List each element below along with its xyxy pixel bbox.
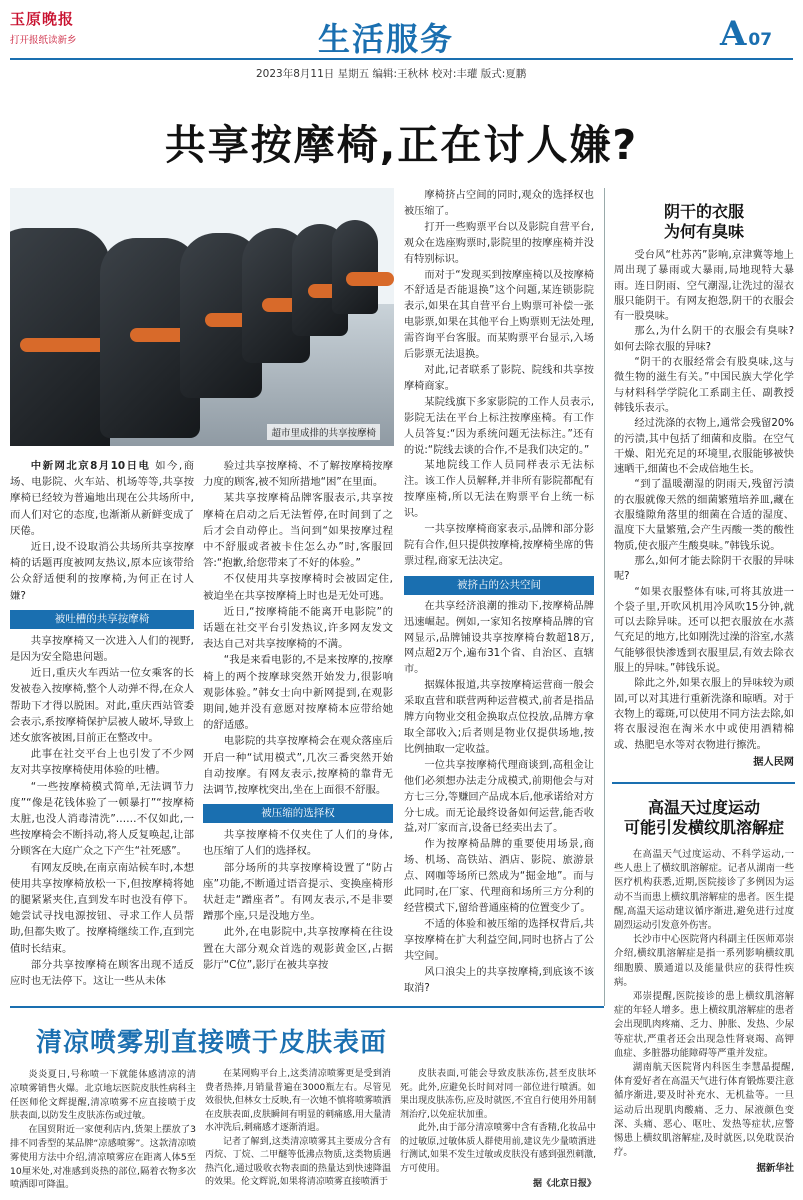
- article-paragraph: 共享按摩椅又一次进入人们的视野,是因为安全隐患问题。: [10, 634, 194, 664]
- article-paragraph: “如果衣服整体有味,可将其放进一个袋子里,开吹风机用冷风吹15分钟,就可以去除异味。还可以把衣服放在水蒸气充足的地方,比如刚洗过澡的浴室,水蒸气能够很快渗透到衣服里层,有效去除衣服上的异味。”韩钱乐说。: [614, 586, 794, 675]
- article-paragraph: 某共享按摩椅品牌客服表示,共享按摩椅在启动之后无法暂停,在时间到了之后才会自动停止。当问到“如果按摩过程中不舒服或者被卡住怎么办”时,客服回答:“抱歉,给您带来了不好的体验。”: [203, 492, 393, 570]
- article-paragraph: “我是来看电影的,不是来按摩的,按摩椅上的两个按摩球突然开始发力,很影响观影体验。”韩女士向中新网提到,在观影期间,她并没有意愿对按摩椅本应带给她的舒适感。: [203, 654, 393, 732]
- side-article-1-body: [614, 248, 794, 770]
- side-article-1-title: [614, 202, 794, 242]
- article-paragraph: 邓崇提醒,医院接诊的患上横纹肌溶解症的年轻人增多。患上横纹肌溶解症的患者会出现肌肉疼痛、乏力、肿胀、发热、少尿等症状,严重者还会出现急性肾衰竭、高钾血症、多脏器功能障碍等严重并发症。: [614, 991, 794, 1059]
- article-source: 据新华社: [756, 1163, 794, 1175]
- page-number: [720, 14, 772, 54]
- article-paragraph: 部分共享按摩椅在顾客出现不适反应时也无法停下。这让一些从未体: [10, 958, 194, 988]
- logo-slogan: 打开报纸读新乡: [10, 35, 77, 46]
- subsection-heading: 被挤占的公共空间: [404, 576, 594, 595]
- article-column-3: [404, 188, 594, 996]
- article-paragraph: 皮肤表面,可能会导致皮肤冻伤,甚至皮肤坏死。此外,应避免长时间对同一部位进行喷洒。如果出现皮肤冻伤,应及时就医,不宜自行使用外用制剂治疗,以免症状加重。: [400, 1069, 596, 1120]
- article-paragraph: “阴干的衣服经常会有股臭味,这与微生物的滋生有关。”中国民族大学化学与材料科学学院化工系副主任、副教授韩钱乐表示。: [614, 357, 794, 414]
- issue-meta: 2023年8月11日 星期五 编辑:王秋林 校对:丰瓘 版式:夏鹏: [256, 68, 527, 80]
- article-paragraph: 除此之外,如果衣服上的异味较为顽固,可以对其进行重新洗涤和晾晒。对于衣物上的霉斑,可以使用不同方法去除,如将衣服浸泡在淘米水中或使用酒精棉或、热肥皂水等对衣物进行擦洗。: [614, 678, 794, 751]
- logo-text: 玉原晚报: [10, 10, 75, 28]
- side-divider: [612, 782, 795, 784]
- article-paragraph: 受台风“杜苏芮”影响,京津冀等地上周出现了暴雨或大暴雨,局地现特大暴雨。连日阴雨、空气潮湿,让洗过的湿衣服只能阴干。有网友抱怨,阴干的衣服会有一股臭味。: [614, 250, 794, 323]
- side-article-2-title: [614, 798, 794, 838]
- massage-chairs-photo: [10, 188, 394, 446]
- article-paragraph: 那么,为什么阴干的衣服会有臭味?如何去除衣服的异味?: [614, 326, 794, 353]
- page-letter: A: [720, 14, 747, 54]
- article-paragraph: 近日,“按摩椅能不能离开电影院”的话题在社交平台引发热议,许多网友发文表达自己对共享按摩椅的不满。: [203, 605, 393, 651]
- photo-caption: 超市里成排的共享按摩椅: [267, 424, 380, 440]
- article-paragraph: 记者了解到,这类清凉喷雾其主要成分含有丙烷、丁烷、二甲醚等低沸点物质,这类物质遇热汽化,通过吸收衣物表面的热量达到快速降温的效果。伦文辉说,如果将清凉喷雾直接喷洒于: [205, 1136, 391, 1187]
- article-source: 据《北京日报》: [532, 1179, 596, 1189]
- article-paragraph: 长沙市中心医院肾内科副主任医师邓崇介绍,横纹肌溶解症是指一系列影响横纹肌细胞膜、膜通道以及能量供应的获得性疾病。: [614, 934, 794, 988]
- dateline: 中新网北京8月10日电: [30, 460, 151, 472]
- article-paragraph: 摩椅挤占空间的同时,观众的选择权也被压缩了。: [404, 190, 594, 217]
- column-divider: [604, 188, 605, 1006]
- article-paragraph: 部分场所的共享按摩椅设置了“防占座”功能,不断通过语音提示、变换座椅形状赶走“蹭座者”。有网友表示,不是非要蹭那个座,只是没地方坐。: [203, 861, 393, 923]
- article-paragraph: 在国贸附近一家便利店内,货架上摆放了3排不同香型的某品牌“凉感喷雾”。这款清凉喷雾使用方法中介绍,清凉喷雾应在距离人体5至10厘米处,对准感到炎热的部位,隔着衣物多次喷洒即可降温。: [10, 1124, 196, 1191]
- article-paragraph: 那么,如何才能去除阴干衣服的异味呢?: [614, 555, 794, 583]
- bottom-column-3: [400, 1068, 596, 1192]
- article-paragraph: 一位共享按摩椅代理商谈到,高租金让他们必须想办法走分成模式,前期他会与对方七三分,等赚回产品成本后,他承诺给对方分七成。而无论最终设备如何运营,能否收益,对厂家而言,设备已经卖出去了。: [404, 759, 594, 835]
- article-paragraph: 不仅使用共享按摩椅时会被固定住,被迫坐在共享按摩椅上时也是无处可逃。: [203, 573, 393, 602]
- article-paragraph: 此事在社交平台上也引发了不少网友对共享按摩椅使用体验的吐槽。: [10, 748, 194, 777]
- article-paragraph: 某地院线工作人员同样表示无法标注。该工作人员解释,并非所有影院都配有按摩座椅,所以无法在购票平台上统一标识。: [404, 460, 594, 520]
- article-paragraph: 湖南航天医院肾内科医生李慧晶提醒,体育爱好者在高温天气进行体育锻炼要注意循序渐进,要及时补充水、无机盐等。一旦运动后出现肌肉酸痛、乏力、尿液颜色变深、头痛、恶心、呕吐、发热等症状,应警惕患上横纹肌溶解症,及时就医,以免耽误治疗。: [614, 1062, 794, 1159]
- header-rule: [10, 58, 793, 60]
- newspaper-logo: [10, 8, 110, 48]
- subsection-heading: 被吐槽的共享按摩椅: [10, 610, 194, 629]
- side2-title-line2: 可能引发横纹肌溶解症: [623, 818, 784, 837]
- bottom-column-1: [10, 1068, 196, 1192]
- side1-title-line1: 阴干的衣服: [663, 202, 744, 221]
- article-paragraph: 近日,设不设取消公共场所共享按摩椅的话题再度被网友热议,原本应该带给公众舒适便利的按摩椅,为何正在讨人嫌?: [10, 541, 194, 602]
- article-source: 据人民网: [753, 756, 794, 768]
- article-paragraph: 此外,由于部分清凉喷雾中含有香精,化妆品中的过敏原,过敏体质人群使用前,建议先少量喷洒进行测试,如果不发生过敏或皮肤没有感到强烈刺激,方可使用。: [400, 1123, 596, 1174]
- article-paragraph: 炎炎夏日,号称喷一下就能体感清凉的清凉喷雾销售火爆。北京地坛医院皮肤性病科主任医师伦文辉提醒,清凉喷雾不应直接喷于皮肤表面,以防发生皮肤冻伤或过敏。: [10, 1069, 196, 1122]
- article-paragraph: 此外,在电影院中,共享按摩椅在往设置在大部分观众首选的观影黄金区,占据影厅“C位”,影厅在被共享按: [203, 926, 393, 971]
- dateline-text: 如今,商场、电影院、火车站、机场等等,共享按摩椅已经较为普遍地出现在公共场所中,而人们对它的态度,也渐渐从新鲜变成了厌倦。: [10, 460, 194, 537]
- side-article-2-body: [614, 848, 794, 1177]
- article-paragraph: “到了温暖潮湿的阴雨天,残留污渍的衣服就像天然的细菌繁殖培养皿,藏在衣服缝隙角落里的细菌在合适的湿度、温度下大量繁殖,会产生丙酸一类的酸性物质,使衣服产生酸臭味。”韩钱乐说。: [614, 479, 794, 552]
- bottom-divider: [10, 1006, 604, 1008]
- article-paragraph: 验过共享按摩椅、不了解按摩椅按摩力度的顾客,被不知所措地“困”在里面。: [203, 460, 393, 489]
- article-paragraph: 有网友反映,在南京南站候车时,本想使用共享按摩椅放松一下,但按摩椅将她的腿紧紧夹住,直到发车时也没有停下。她尝试寻找电源按钮、寻求工作人员帮助,但都失败了。按摩椅继续工作,直到完值时长结束。: [10, 861, 194, 955]
- article-paragraph: 作为按摩椅品牌的重要使用场景,商场、机场、高铁站、酒店、影院、旅游景点、网咖等场所已然成为“掘金地”。而与此同时,在厂家、代理商和场所三方分利的经营模式下,留给普通座椅的位置变少了。: [404, 839, 594, 914]
- section-title: 生活服务: [318, 20, 455, 58]
- article-paragraph: 电影院的共享按摩椅会在观众落座后开启一种“试用模式”,几次三番突然开始自动按摩。有网友表示,按摩椅的靠背无法调节,按摩枕突出,坐在上面很不舒服。: [203, 735, 393, 797]
- article-paragraph: 不适的体验和被压缩的选择权背后,共享按摩椅在扩大利益空间,同时也挤占了公共空间。: [404, 918, 594, 962]
- page-num: 07: [748, 30, 773, 50]
- article-paragraph: 一共享按摩椅商家表示,品牌和部分影院有合作,但只提供按摩椅,按摩椅坐席的售票过程,商家无法决定。: [404, 524, 594, 567]
- bottom-headline: 清凉喷雾别直接喷于皮肤表面: [36, 1028, 388, 1058]
- article-paragraph: 在共享经济浪潮的推动下,按摩椅品牌迅速崛起。例如,一家知名按摩椅品牌的官网显示,品牌铺设共享按摩椅台数超18万,网点超2万个,遍布31个省、自治区、直辖市。: [404, 600, 594, 676]
- article-paragraph: 经过洗涤的衣物上,通常会残留20%的污渍,其中包括了细菌和皮脂。在空气干燥、阳光充足的环境里,衣服能够被快速晒干,细菌也不会成倍地生长。: [614, 418, 794, 476]
- article-paragraph: [10, 458, 194, 539]
- article-paragraph: 而对于“发现买到按摩座椅以及按摩椅不舒适是否能退换”这个问题,某连锁影院表示,如果在其自营平台上购票可补偿一张电影票,如果在其他平台上购票则无法处理,需咨询平台客服。而某购票平台显示,入场后影票无法退换。: [404, 269, 594, 361]
- subsection-heading: 被压缩的选择权: [203, 804, 393, 823]
- side2-title-line1: 高温天过度运动: [647, 798, 760, 817]
- bottom-column-2: [205, 1068, 391, 1190]
- article-column-2: [203, 458, 393, 973]
- article-paragraph: 在某网购平台上,这类清凉喷雾更是受到消费者热捧,月销量普遍在3000瓶左右。尽管见效很快,但林女士反映,有一次她不慎将喷雾喷洒在皮肤表面,皮肤瞬间有明显的刺痛感,用大量清水冲洗后,刺痛感才逐渐消退。: [205, 1069, 391, 1133]
- article-paragraph: 近日,重庆火车西站一位女乘客的长发被卷入按摩椅,整个人动弹不得,在众人帮助下才得以脱困。对此,重庆西站管委会表示,系按摩椅保护层被人破坏,导致上述女旅客被困,目前正在整改中。: [10, 667, 194, 745]
- article-paragraph: 对此,记者联系了影院、院线和共享按摩椅商家。: [404, 364, 594, 392]
- article-column-1: [10, 458, 194, 989]
- article-paragraph: 某院线旗下多家影院的工作人员表示,影院无法在平台上标注按摩座椅。有工作人员答复:“因为系统问题无法标注。”还有的说:“院线去谈的合作,不是我们决定的。”: [404, 396, 594, 456]
- article-paragraph: 在高温天气过度运动、不科学运动,一些人患上了横纹肌溶解症。记者从湖南一些医疗机构获悉,近期,医院接诊了多例因为运动不当而患上横纹肌溶解症的患者。医生提醒,高温天运动建议循序渐进,避免进行过度剧烈运动引发意外伤害。: [614, 849, 794, 932]
- article-paragraph: 打开一些购票平台以及影院自营平台,观众在选座购票时,影院里的按摩座椅并没有特别标识。: [404, 221, 594, 265]
- main-headline: 共享按摩椅,正在讨人嫌?: [164, 121, 639, 169]
- article-paragraph: 风口浪尖上的共享按摩椅,到底该不该取消?: [404, 966, 594, 994]
- article-paragraph: “一些按摩椅模式简单,无法调节力度”“像是花钱体验了一顿暴打”“按摩椅太脏,也没人消毒清洗”……不仅如此,一些按摩椅会不断抖动,将人反复唤起,让部分顾客在大庭广众之下产生“社死感”。: [10, 780, 194, 858]
- article-paragraph: 据媒体报道,共享按摩椅运营商一般会采取直营和联营两种运营模式,前者是指品牌方向物业交租金换取点位投放,品牌方拿取全部收入;后者则是物业仅提供场地,按比例抽取一定收益。: [404, 680, 594, 755]
- article-paragraph: 共享按摩椅不仅夹住了人们的身体,也压缩了人们的选择权。: [203, 829, 393, 858]
- side1-title-line2: 为何有臭味: [663, 222, 744, 241]
